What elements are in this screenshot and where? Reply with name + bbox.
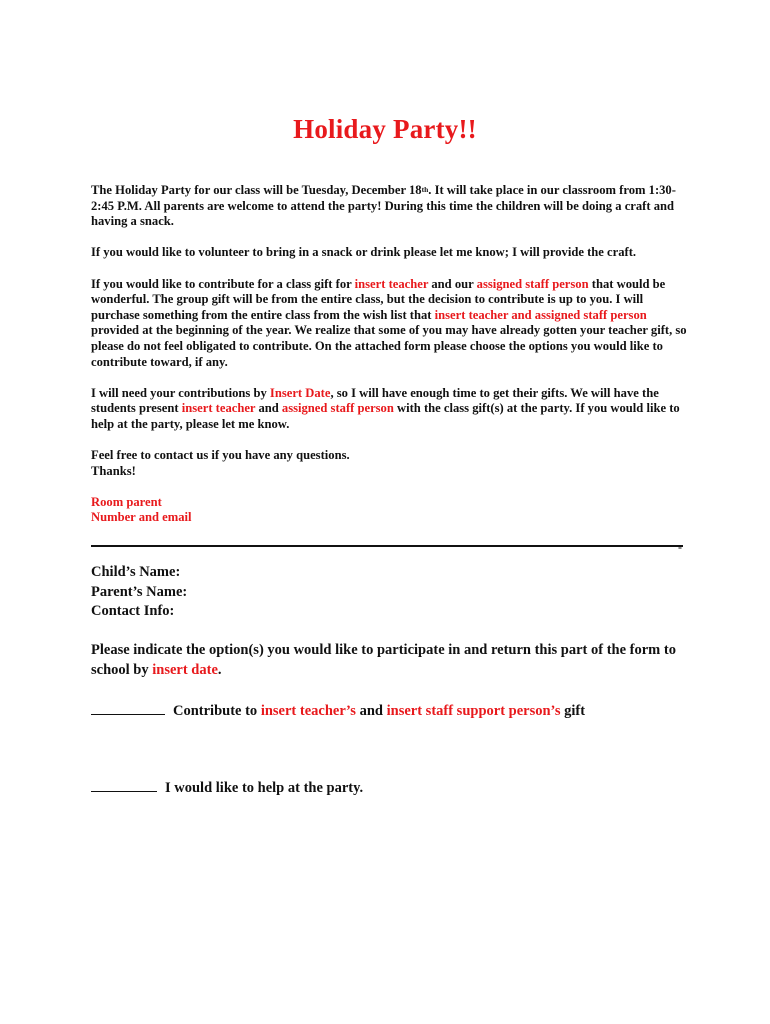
option-contribute-text-1: Contribute to — [173, 703, 261, 719]
contrib-text-4: with the class gift(s) at the party. If you would like to help at the party, please let me know. — [91, 401, 680, 431]
party-details-text-cont: . It will take place in our classroom from 1:30-2:45 P.M. All parents are welcome to attend the party! During this time the children will be doing a craft and having a snack. — [91, 183, 676, 229]
placeholder-assigned-staff-2: assigned staff person — [281, 401, 394, 416]
closing-line: Feel free to contact us if you have any questions. — [91, 448, 350, 463]
paragraph-volunteer: If you would like to volunteer to bring in a snack or drink please let me know; I will provide the craft. — [91, 245, 637, 260]
cut-line-end: - — [678, 540, 682, 554]
placeholder-staff-support: insert staff support person’s — [386, 703, 561, 719]
paragraph-class-gift — [91, 277, 691, 371]
option-help-party — [91, 776, 363, 798]
gift-text-2: and our — [428, 276, 477, 291]
placeholder-insert-teacher-2: insert teacher — [181, 401, 256, 416]
signature-block — [91, 495, 691, 526]
contact-info-label: Contact Info: — [91, 603, 175, 619]
option-contribute-text-3: gift — [560, 703, 586, 719]
form-instruction — [91, 641, 691, 680]
page-title: Holiday Party!! — [293, 114, 477, 144]
gift-text-3: that would be wonderful. The group gift will be from the entire class, but the decision to contribute is up to you. I will purchase something from the entire class from the wish list that — [91, 276, 666, 322]
option-help-text: I would like to help at the party. — [165, 780, 364, 796]
placeholder-insert-date-2: insert date — [152, 661, 218, 678]
placeholder-insert-date: Insert Date — [269, 385, 331, 400]
option-contribute — [91, 699, 585, 721]
placeholder-teacher-and-staff: insert teacher and assigned staff person — [434, 307, 647, 322]
placeholder-insert-teachers: insert teacher’s — [260, 703, 356, 719]
paragraph-party-details — [91, 183, 691, 230]
option-contribute-blank[interactable] — [91, 699, 165, 715]
contrib-text-1: I will need your contributions by — [91, 385, 270, 400]
contrib-text-2: , so I will have enough time to get their gifts. We will have the students present — [91, 385, 659, 416]
return-form-fields — [91, 563, 187, 622]
date-suffix: th — [421, 185, 429, 194]
instruction-text: Please indicate the option(s) you would like to participate in and return this part of the form to school by — [91, 642, 676, 678]
gift-text-4: provided at the beginning of the year. We realize that some of you may have already gotten your teacher gift, so please do not feel obligated to contribute. On the attached form please choose the options you would like to contribute toward, if any. — [91, 323, 687, 369]
signature-room-parent: Room parent — [91, 494, 162, 509]
option-contribute-text-2: and — [355, 703, 387, 719]
placeholder-assigned-staff: assigned staff person — [476, 276, 589, 291]
child-name-label: Child’s Name: — [91, 564, 181, 580]
cut-line-divider — [91, 545, 683, 547]
paragraph-closing — [91, 448, 691, 479]
party-details-text: The Holiday Party for our class will be Tuesday, December 18 — [91, 183, 422, 197]
gift-text-1: If you would like to contribute for a class gift for — [91, 276, 355, 291]
signature-number-email: Number and email — [91, 510, 192, 525]
instruction-period: . — [217, 661, 222, 678]
option-help-blank[interactable] — [91, 776, 157, 792]
placeholder-insert-teacher: insert teacher — [354, 276, 429, 291]
contrib-text-3: and — [255, 401, 282, 416]
paragraph-contributions — [91, 386, 691, 433]
parent-name-label: Parent’s Name: — [91, 583, 188, 600]
letter-body — [91, 183, 691, 542]
thanks-line: Thanks! — [91, 463, 136, 478]
